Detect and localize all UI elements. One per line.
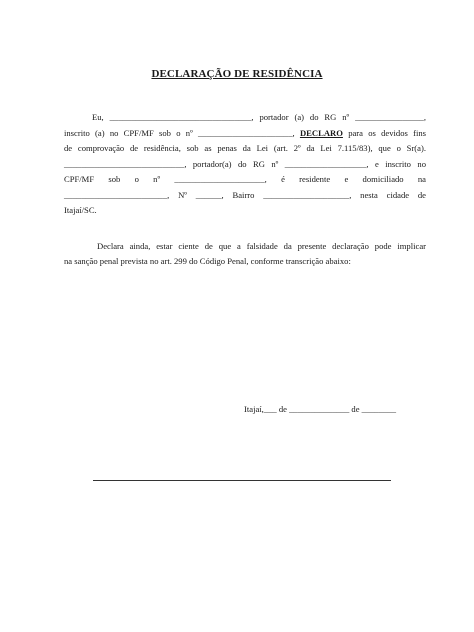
declaration-line-2-start: inscrito (a) no CPF/MF sob o nº ______________________, — [64, 127, 295, 138]
awareness-line-1: Declara ainda, estar ciente de que a falsidade da presente declaração pode implicar — [97, 241, 426, 251]
declaration-line-2 — [64, 126, 426, 142]
signature-line — [93, 480, 391, 481]
declaration-line-7: Itajaí/SC. — [64, 205, 97, 215]
declaration-line-1: Eu, _________________________________, portador (a) do RG nº ________________, — [92, 112, 426, 122]
place-date-line: Itajaí,___ de ______________ de ________ — [244, 404, 397, 414]
document-title: DECLARAÇÃO DE RESIDÊNCIA — [151, 68, 323, 80]
declaration-line-6: ________________________, Nº ______, Bairro ____________________, nesta cidade de — [64, 189, 426, 200]
awareness-paragraph — [64, 239, 426, 269]
declaro-keyword: DECLARO — [299, 127, 343, 138]
awareness-line-2: na sanção penal prevista no art. 299 do Código Penal, conforme transcrição abaixo: — [64, 256, 351, 266]
declaration-line-4: ____________________________, portador(a) do RG nº ___________________, e inscrito no — [64, 158, 426, 169]
declaration-line-2-end: para os devidos fins — [348, 127, 427, 138]
declaration-paragraph — [64, 110, 426, 219]
declaration-line-3: de comprovação de residência, sob as penas da Lei (art. 2º da Lei 7.115/83), que o Sr(a). — [64, 143, 426, 153]
declaration-line-5: CPF/MF sob o nº _____________________, é residente e domiciliado na — [64, 174, 426, 184]
